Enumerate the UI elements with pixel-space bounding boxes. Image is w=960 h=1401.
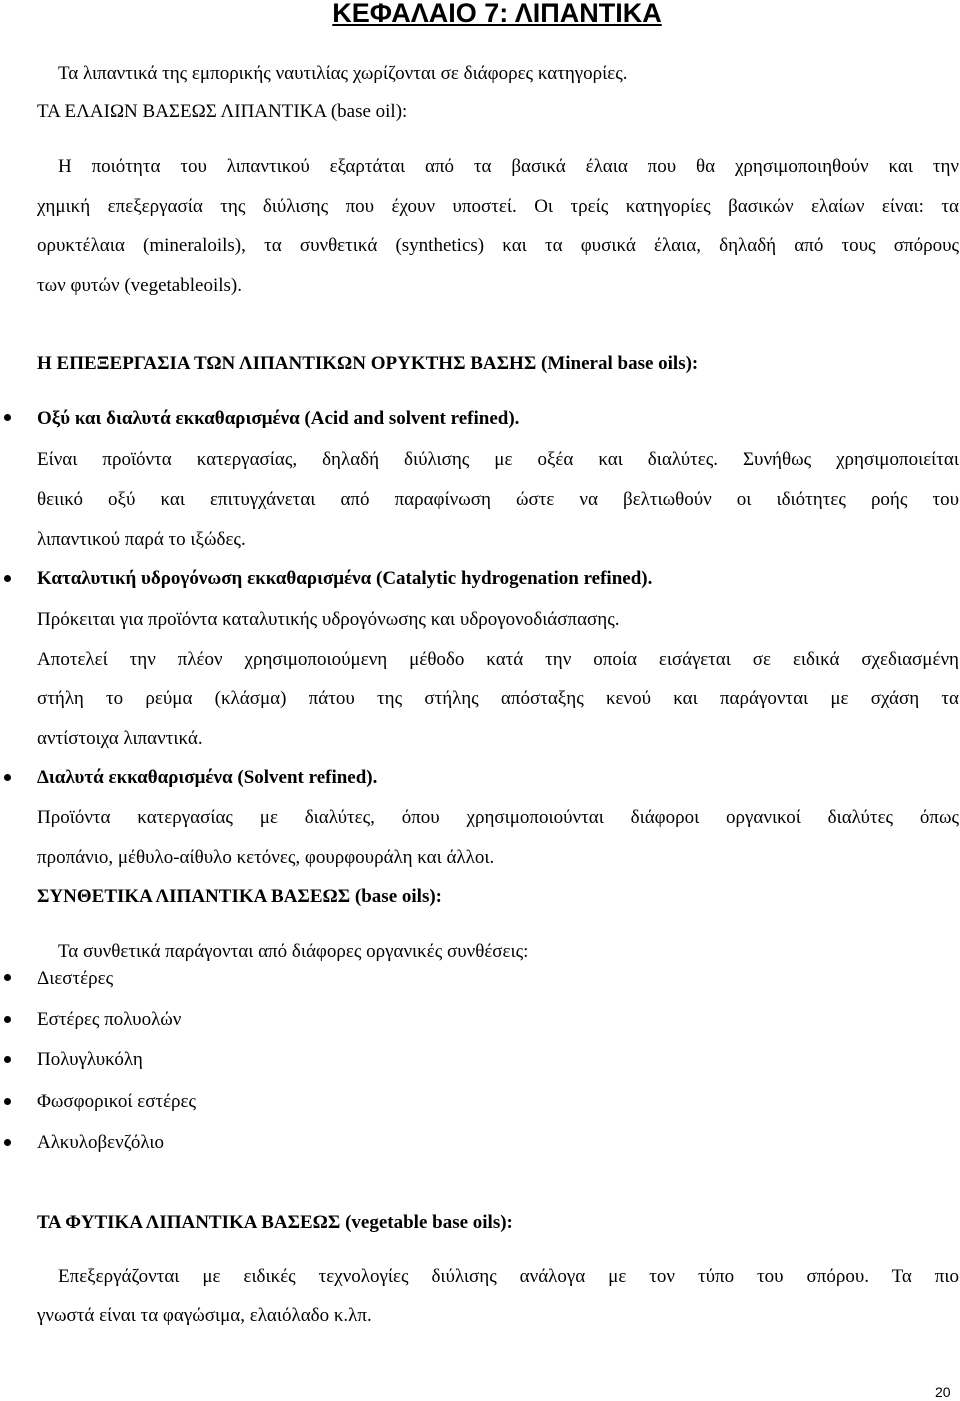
bullet-dot <box>4 974 11 981</box>
bullet-heading-catalytic: Καταλυτική υδρογόνωση εκκαθαρισμένα (Catalytic hydrogenation refined). <box>37 568 653 589</box>
section-heading-synthetic: ΣΥΝΘΕΤΙΚΑ ΛΙΠΑΝΤΙΚΑ ΒΑΣΕΩΣ (base oils): <box>37 886 442 907</box>
list-item: Αλκυλοβενζόλιο <box>37 1132 164 1153</box>
section-heading-base-oil: ΤΑ ΕΛΑΙΩΝ ΒΑΣΕΩΣ ΛΙΠΑΝΤΙΚΑ (base oil): <box>37 101 408 122</box>
section-heading-mineral: Η ΕΠΕΞΕΡΓΑΣΙΑ ΤΩΝ ΛΙΠΑΝΤΙΚΩΝ ΟΡΥΚΤΗΣ ΒΑΣΗΣ (Mineral base oils): <box>37 353 699 374</box>
bullet-dot <box>4 1016 11 1023</box>
paragraph-line: Επεξεργάζονται με ειδικές τεχνολογίες διύλισης ανάλογα με τον τύπο του σπόρου. Τα πιο <box>58 1266 959 1287</box>
list-item: Φωσφορικοί εστέρες <box>37 1091 197 1112</box>
bullet-dot <box>4 1056 11 1063</box>
paragraph-line: προπάνιο, μέθυλο-αίθυλο κετόνες, φουρφουράλη και άλλοι. <box>37 847 495 868</box>
paragraph-line: λιπαντικού παρά το ιξώδες. <box>37 529 246 550</box>
intro-text: Τα λιπαντικά της εμπορικής ναυτιλίας χωρίζονται σε διάφορες κατηγορίες. <box>58 63 628 84</box>
paragraph-line: χημική επεξεργασία της διύλισης που έχουν υποστεί. Οι τρείς κατηγορίες βασικών ελαίων είναι: τα <box>37 196 959 217</box>
list-item: Πολυγλυκόλη <box>37 1049 143 1070</box>
paragraph-line: Προϊόντα κατεργασίας με διαλύτες, όπου χρησιμοποιούνται διάφοροι οργανικοί διαλύτες όπως <box>37 807 959 828</box>
paragraph-line: ορυκτέλαια (mineraloils), τα συνθετικά (synthetics) και τα φυσικά έλαια, δηλαδή από τους σπόρους <box>37 235 959 256</box>
paragraph-line: Είναι προϊόντα κατεργασίας, δηλαδή διύλισης με οξέα και διαλύτες. Συνήθως χρησιμοποιείται <box>37 449 959 470</box>
bullet-dot <box>4 1098 11 1105</box>
list-item: Εστέρες πολυολών <box>37 1009 182 1030</box>
page-number: 20 <box>935 1384 951 1400</box>
paragraph-line: Η ποιότητα του λιπαντικού εξαρτάται από τα βασικά έλαια που θα χρησιμοποιηθούν και την <box>58 156 959 177</box>
bullet-heading-acid: Οξύ και διαλυτά εκκαθαρισμένα (Acid and solvent refined). <box>37 408 520 429</box>
paragraph-line: στήλη το ρεύμα (κλάσμα) πάτου της στήλης απόσταξης κενού και παράγονται με σχάση τα <box>37 688 959 709</box>
paragraph-line: Αποτελεί την πλέον χρησιμοποιούμενη μέθοδο κατά την οποία εισάγεται σε ειδικά σχεδιασμένη <box>37 649 959 670</box>
list-item: Διεστέρες <box>37 968 114 989</box>
bullet-dot <box>4 575 11 582</box>
paragraph-line: γνωστά είναι τα φαγώσιμα, ελαιόλαδο κ.λπ. <box>37 1305 372 1326</box>
bullet-heading-solvent: Διαλυτά εκκαθαρισμένα (Solvent refined). <box>37 767 378 788</box>
page-title: ΚΕΦΑΛΑΙΟ 7: ΛΙΠΑΝΤΙΚΑ <box>332 0 662 28</box>
synthetic-intro: Τα συνθετικά παράγονται από διάφορες οργανικές συνθέσεις: <box>58 941 529 962</box>
paragraph-line: Πρόκειται για προϊόντα καταλυτικής υδρογόνωσης και υδρογονοδιάσπασης. <box>37 609 620 630</box>
bullet-dot <box>4 1139 11 1146</box>
bullet-dot <box>4 414 11 421</box>
paragraph-line: αντίστοιχα λιπαντικά. <box>37 728 203 749</box>
paragraph-line: θειικό οξύ και επιτυγχάνεται από παραφίνωση ώστε να βελτιωθούν οι ιδιότητες ροής του <box>37 489 959 510</box>
section-heading-vegetable: ΤΑ ΦΥΤΙΚΑ ΛΙΠΑΝΤΙΚΑ ΒΑΣΕΩΣ (vegetable base oils): <box>37 1212 513 1233</box>
paragraph-line: των φυτών (vegetableoils). <box>37 275 242 296</box>
bullet-dot <box>4 774 11 781</box>
